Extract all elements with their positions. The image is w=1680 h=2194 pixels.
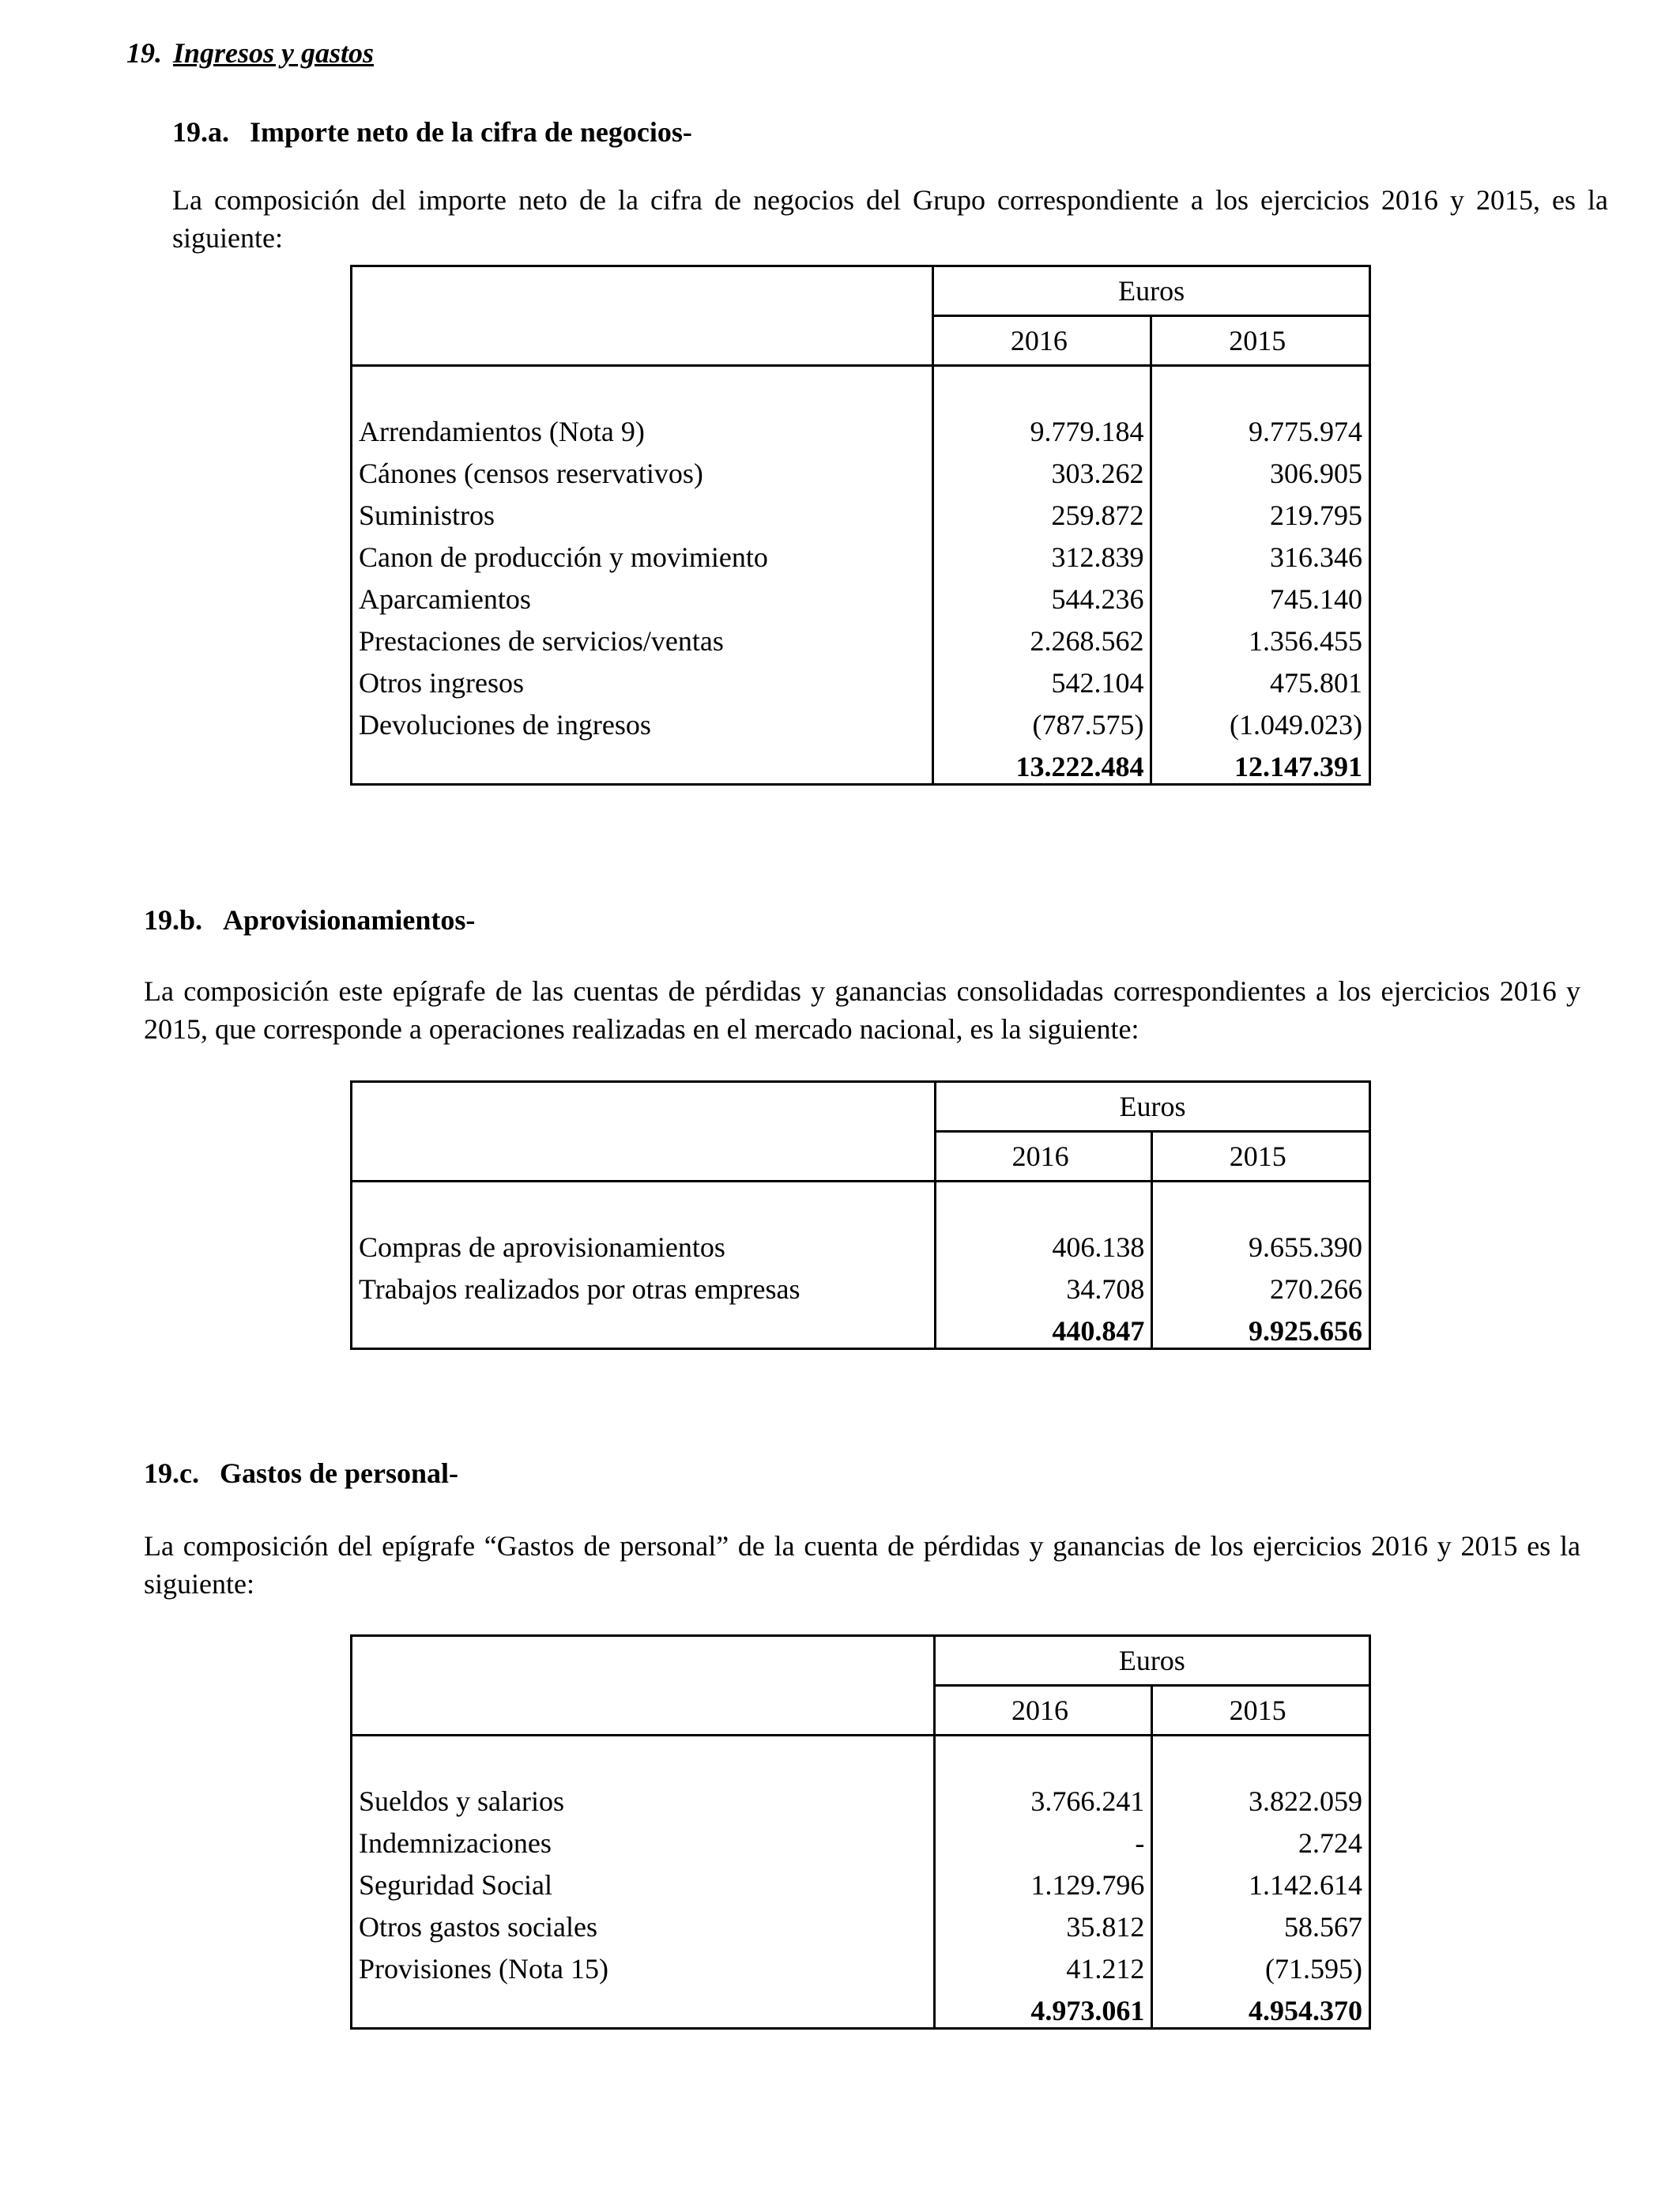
total-label-blank (352, 1306, 936, 1349)
row-label: Compras de aprovisionamientos (352, 1222, 936, 1264)
subsection-c-title: Gastos de personal- (219, 1457, 458, 1489)
section-heading (126, 36, 374, 70)
total-value-2015: 12.147.391 (1234, 751, 1362, 782)
row-value-2015: 1.356.455 (1249, 625, 1362, 657)
row-label: Seguridad Social (352, 1860, 935, 1902)
subsection-c-intro: La composición del epígrafe “Gastos de personal” de la cuenta de pérdidas y ganancias de los ejercicios 2016 y 2015 es la siguiente: (144, 1530, 1580, 1600)
row-value-2016: 34.708 (935, 1264, 1151, 1306)
table-row (352, 1943, 1370, 1985)
row-value-2015: 316.346 (1270, 541, 1362, 573)
row-label: Indemnizaciones (352, 1818, 935, 1860)
row-label: Aparcamientos (352, 574, 933, 616)
table-spacer-cell (935, 1182, 1151, 1223)
row-value-2016: 2.268.562 (933, 616, 1151, 658)
table-spacer-row (352, 1182, 1370, 1223)
row-value-2016: 542.104 (933, 658, 1151, 699)
table-row (352, 532, 1370, 574)
subsection-c-heading (144, 1457, 458, 1490)
row-value-2016: 9.779.184 (933, 406, 1151, 448)
row-label: Prestaciones de servicios/ventas (352, 616, 933, 658)
table-year-header: 2015 (1151, 316, 1370, 366)
table-spacer-cell (934, 1736, 1152, 1777)
subsection-c-number: 19.c. (144, 1457, 199, 1489)
row-value-2015: 9.655.390 (1249, 1231, 1362, 1263)
table-row (352, 1776, 1370, 1818)
section-number: 19. (126, 37, 162, 69)
table-header-blank (352, 1082, 936, 1182)
row-value-2016: (787.575) (933, 699, 1151, 741)
total-value-2016: 4.973.061 (934, 1985, 1152, 2029)
row-value-2015: 3.822.059 (1249, 1785, 1362, 1817)
row-value-2016: 312.839 (933, 532, 1151, 574)
table-row (352, 406, 1370, 448)
subsection-b-intro: La composición este epígrafe de las cuentas de pérdidas y ganancias consolidadas correspondientes a los ejercicios 2016 y 2015, que corresponde a operaciones realizadas en el mercado nacional, es la siguiente: (144, 975, 1580, 1045)
table-row (352, 574, 1370, 616)
subsection-a-heading (172, 115, 692, 149)
table-unit-header: Euros (935, 1082, 1369, 1132)
subsection-a-title: Importe neto de la cifra de negocios- (250, 116, 692, 148)
table-year-header: 2015 (1152, 1686, 1370, 1736)
table-c (350, 1634, 1371, 2030)
table-a (350, 265, 1371, 786)
row-value-2016: 544.236 (933, 574, 1151, 616)
table-row (352, 1902, 1370, 1943)
row-value-2015: 475.801 (1270, 667, 1362, 699)
table-row (352, 1860, 1370, 1902)
row-value-2015: 219.795 (1270, 499, 1362, 531)
table-spacer-cell (933, 366, 1151, 407)
row-label: Suministros (352, 490, 933, 532)
table-row (352, 1818, 1370, 1860)
table-header-blank (352, 1636, 935, 1736)
row-value-2015: (71.595) (1265, 1953, 1362, 1985)
row-value-2015: 270.266 (1270, 1273, 1362, 1305)
table-spacer-row (352, 1736, 1370, 1777)
row-label: Canon de producción y movimiento (352, 532, 933, 574)
row-value-2016: - (934, 1818, 1152, 1860)
subsection-b-heading (144, 903, 475, 937)
row-value-2016: 303.262 (933, 448, 1151, 490)
table-row (352, 1222, 1370, 1264)
row-value-2016: 3.766.241 (934, 1776, 1152, 1818)
row-value-2016: 259.872 (933, 490, 1151, 532)
table-unit-header: Euros (933, 266, 1370, 316)
row-label: Provisiones (Nota 15) (352, 1943, 935, 1985)
row-value-2016: 1.129.796 (934, 1860, 1152, 1902)
row-label: Arrendamientos (Nota 9) (352, 406, 933, 448)
subsection-b-number: 19.b. (144, 904, 203, 936)
table-header-unit-row (352, 1082, 1370, 1132)
table-c-body (352, 1636, 1370, 2029)
table-row (352, 490, 1370, 532)
table-row (352, 616, 1370, 658)
total-label-blank (352, 1985, 935, 2029)
table-spacer-cell (1152, 1182, 1370, 1223)
row-label: Devoluciones de ingresos (352, 699, 933, 741)
total-value-2015: 4.954.370 (1249, 1995, 1362, 2026)
row-label: Otros gastos sociales (352, 1902, 935, 1943)
row-value-2015: (1.049.023) (1230, 709, 1362, 741)
subsection-a-intro: La composición del importe neto de la cifra de negocios del Grupo correspondiente a los ejercicios 2016 y 2015, es la siguiente: (172, 184, 1608, 254)
table-total-row (352, 1306, 1370, 1349)
section-title: Ingresos y gastos (173, 37, 375, 69)
total-value-2015: 9.925.656 (1249, 1315, 1362, 1347)
table-row (352, 658, 1370, 699)
table-header-blank (352, 266, 933, 366)
table-spacer-cell (1151, 366, 1370, 407)
row-value-2016: 406.138 (935, 1222, 1151, 1264)
table-row (352, 448, 1370, 490)
table-header-unit-row (352, 1636, 1370, 1686)
table-year-header: 2016 (935, 1132, 1151, 1182)
row-value-2015: 306.905 (1270, 458, 1362, 489)
table-unit-header: Euros (934, 1636, 1369, 1686)
table-spacer-cell (352, 1736, 935, 1777)
table-header-unit-row (352, 266, 1370, 316)
table-row (352, 699, 1370, 741)
table-year-header: 2015 (1152, 1132, 1370, 1182)
table-spacer-row (352, 366, 1370, 407)
total-label-blank (352, 741, 933, 785)
table-total-row (352, 741, 1370, 785)
table-row (352, 1264, 1370, 1306)
row-value-2016: 41.212 (934, 1943, 1152, 1985)
row-value-2015: 2.724 (1298, 1827, 1362, 1859)
row-label: Sueldos y salarios (352, 1776, 935, 1818)
table-year-header: 2016 (934, 1686, 1152, 1736)
total-value-2016: 13.222.484 (933, 741, 1151, 785)
subsection-b-title: Aprovisionamientos- (223, 904, 476, 936)
row-label: Otros ingresos (352, 658, 933, 699)
row-value-2015: 58.567 (1284, 1911, 1362, 1943)
row-label: Trabajos realizados por otras empresas (352, 1264, 936, 1306)
table-spacer-cell (352, 1182, 936, 1223)
subsection-a-number: 19.a. (172, 116, 229, 148)
row-value-2016: 35.812 (934, 1902, 1152, 1943)
table-spacer-cell (1152, 1736, 1370, 1777)
table-a-body (352, 266, 1370, 785)
row-value-2015: 745.140 (1270, 583, 1362, 615)
row-value-2015: 9.775.974 (1249, 416, 1362, 447)
table-total-row (352, 1985, 1370, 2029)
table-year-header: 2016 (933, 316, 1151, 366)
table-b-body (352, 1082, 1370, 1349)
table-spacer-cell (352, 366, 933, 407)
row-label: Cánones (censos reservativos) (352, 448, 933, 490)
table-b (350, 1080, 1371, 1350)
total-value-2016: 440.847 (935, 1306, 1151, 1349)
row-value-2015: 1.142.614 (1249, 1869, 1362, 1901)
